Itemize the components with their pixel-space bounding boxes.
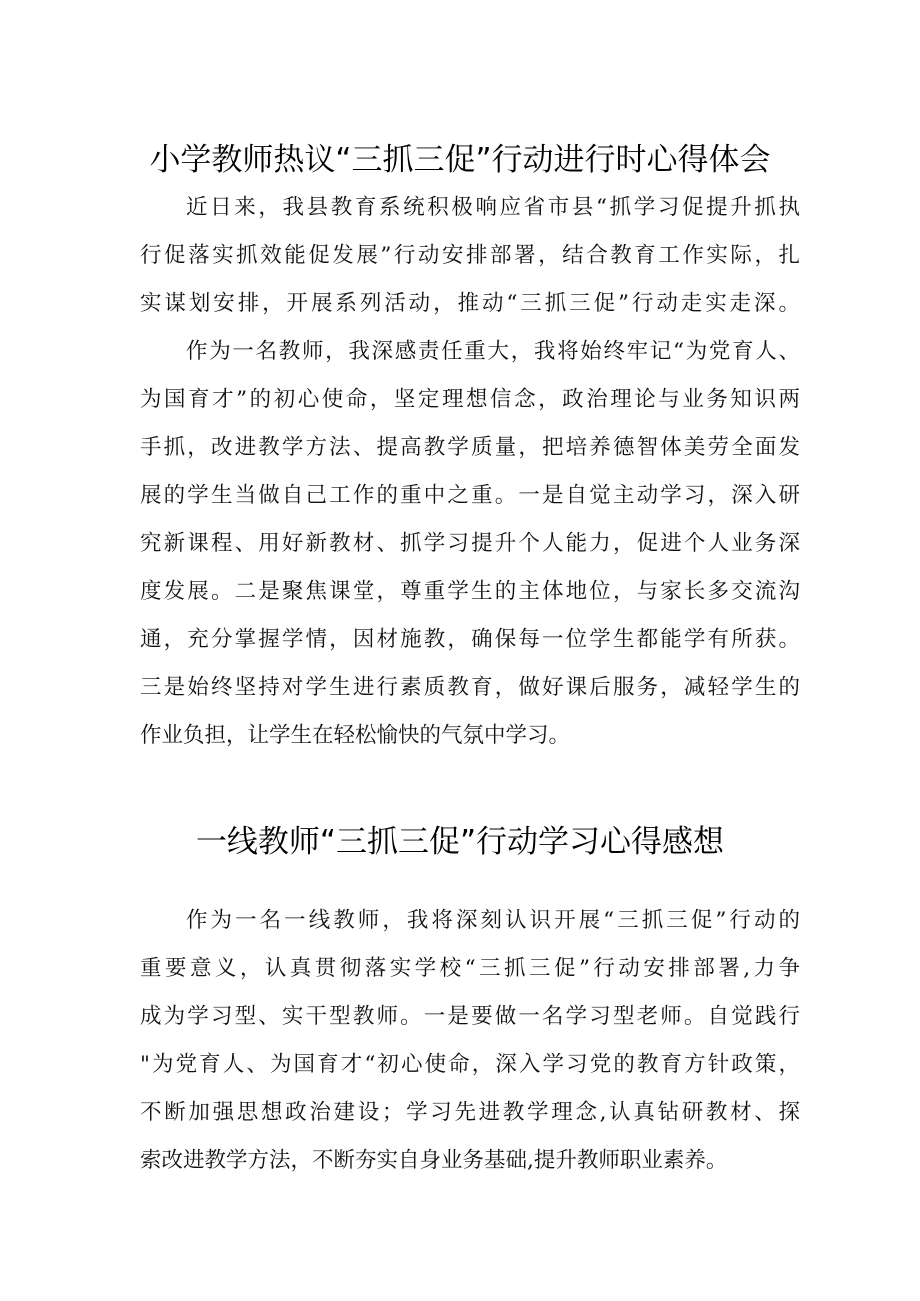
paragraph-line: 究新课程、用好新教材、抓学习提升个人能力，促进个人业务深	[140, 531, 800, 556]
paragraph-line: 索改进教学方法，不断夯实自身业务基础,提升教师职业素养。	[140, 1148, 728, 1173]
paragraph-line: 作为一名一线教师，我将深刻认识开展“三抓三促”行动的	[186, 908, 800, 933]
paragraph-line: 作为一名教师，我深感责任重大，我将始终牢记“为党育人、	[186, 339, 800, 364]
section2-title: 一线教师“三抓三促”行动学习心得感想	[195, 824, 725, 860]
paragraph-line: 重要意义，认真贯彻落实学校“三抓三促”行动安排部署,力争	[140, 956, 800, 981]
paragraph-line: 为国育才”的初心使命，坚定理想信念，政治理论与业务知识两	[140, 387, 800, 412]
paragraph-line: 近日来，我县教育系统积极响应省市县“抓学习促提升抓执	[186, 195, 800, 220]
paragraph-line: 手抓，改进教学方法、提高教学质量，把培养德智体美劳全面发	[140, 435, 800, 460]
paragraph-line: 度发展。二是聚焦课堂，尊重学生的主体地位，与家长多交流沟	[140, 579, 800, 604]
paragraph-line: 通，充分掌握学情，因材施教，确保每一位学生都能学有所获。	[140, 627, 800, 652]
paragraph-line: 行促落实抓效能促发展”行动安排部署，结合教育工作实际，扎	[140, 243, 800, 268]
paragraph-line: 成为学习型、实干型教师。一是要做一名学习型老师。自觉践行	[140, 1004, 800, 1029]
section1-title: 小学教师热议“三抓三促”行动进行时心得体会	[149, 142, 771, 178]
paragraph-line: 三是始终坚持对学生进行素质教育，做好课后服务，减轻学生的	[140, 675, 800, 700]
paragraph-line: "为党育人、为国育才“初心使命，深入学习党的教育方针政策，	[140, 1052, 800, 1077]
paragraph-line: 实谋划安排，开展系列活动，推动“三抓三促”行动走实走深。	[140, 291, 800, 316]
paragraph-line: 作业负担，让学生在轻松愉快的气氛中学习。	[140, 723, 571, 748]
paragraph-line: 展的学生当做自己工作的重中之重。一是自觉主动学习，深入研	[140, 483, 800, 508]
paragraph-line: 不断加强思想政治建设；学习先进教学理念,认真钻研教材、探	[140, 1100, 800, 1125]
